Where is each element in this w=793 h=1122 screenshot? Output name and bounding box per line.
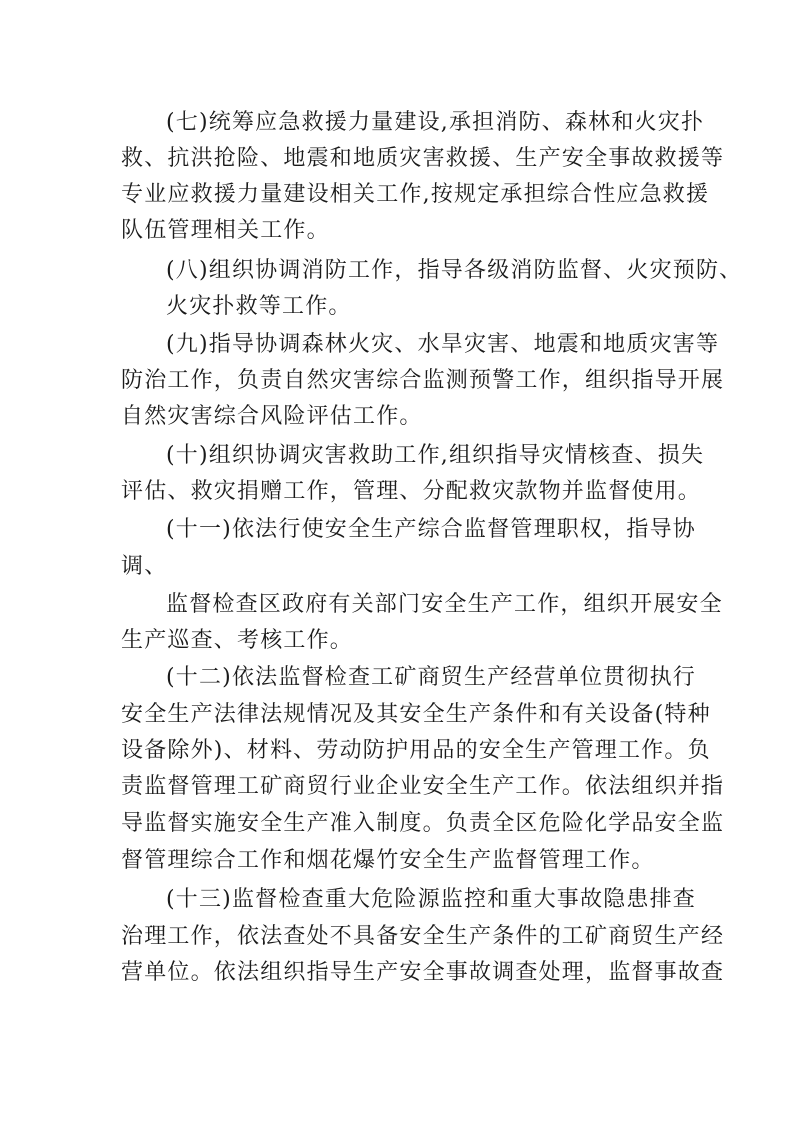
text-line: 督管理综合工作和烟花爆竹安全生产监督管理工作。 [121,848,655,873]
text-line: 火灾扑救等工作。 [166,294,352,319]
text-line: 防治工作，负责自然灾害综合监测预警工作，组织指导开展 [121,368,725,393]
text-line: 治理工作，依法查处不具备安全生产条件的工矿商贸生产经 [121,924,725,949]
text-line: (九)指导协调森林火灾、水旱灾害、地震和地质灾害等 [166,332,720,357]
text-line: 监督检查区政府有关部门安全生产工作，组织开展安全 [166,592,723,617]
text-line: (八)组织协调消防工作，指导各级消防监督、火灾预防、 [166,258,743,283]
text-line: 专业应救援力量建设相关工作,按规定承担综合性应急救援 [121,182,710,207]
text-line: 安全生产法律法规情况及其安全生产条件和有关设备(特种 [121,702,711,727]
text-line: (十二)依法监督检查工矿商贸生产经营单位贯彻执行 [166,665,696,690]
text-line: 队伍管理相关工作。 [121,218,330,243]
text-line: 责监督管理工矿商贸行业企业安全生产工作。依法组织并指 [121,774,725,799]
text-line: (十一)依法行使安全生产综合监督管理职权，指导协 [166,517,696,542]
text-line: 设备除外)、材料、劳动防护用品的安全生产管理工作。负 [121,738,711,763]
text-line: 救、抗洪抢险、地震和地质灾害救援、生产安全事故救援等 [121,146,725,171]
text-line: 生产巡查、考核工作。 [121,628,354,653]
text-line: 调、 [121,554,168,579]
text-line: 评估、救灾捐赠工作，管理、分配救灾款物并监督使用。 [121,479,702,504]
text-line: 营单位。依法组织指导生产安全事故调查处理，监督事故查 [121,960,725,985]
text-line: 导监督实施安全生产准入制度。负责全区危险化学品安全监 [121,811,725,836]
text-line: 自然灾害综合风险评估工作。 [121,404,423,429]
text-line: (七)统筹应急救援力量建设,承担消防、森林和火灾扑 [166,110,705,135]
text-line: (十三)监督检查重大危险源监控和重大事故隐患排查 [166,887,696,912]
text-line: (十)组织协调灾害救助工作,组织指导灾情核查、损失 [166,443,705,468]
